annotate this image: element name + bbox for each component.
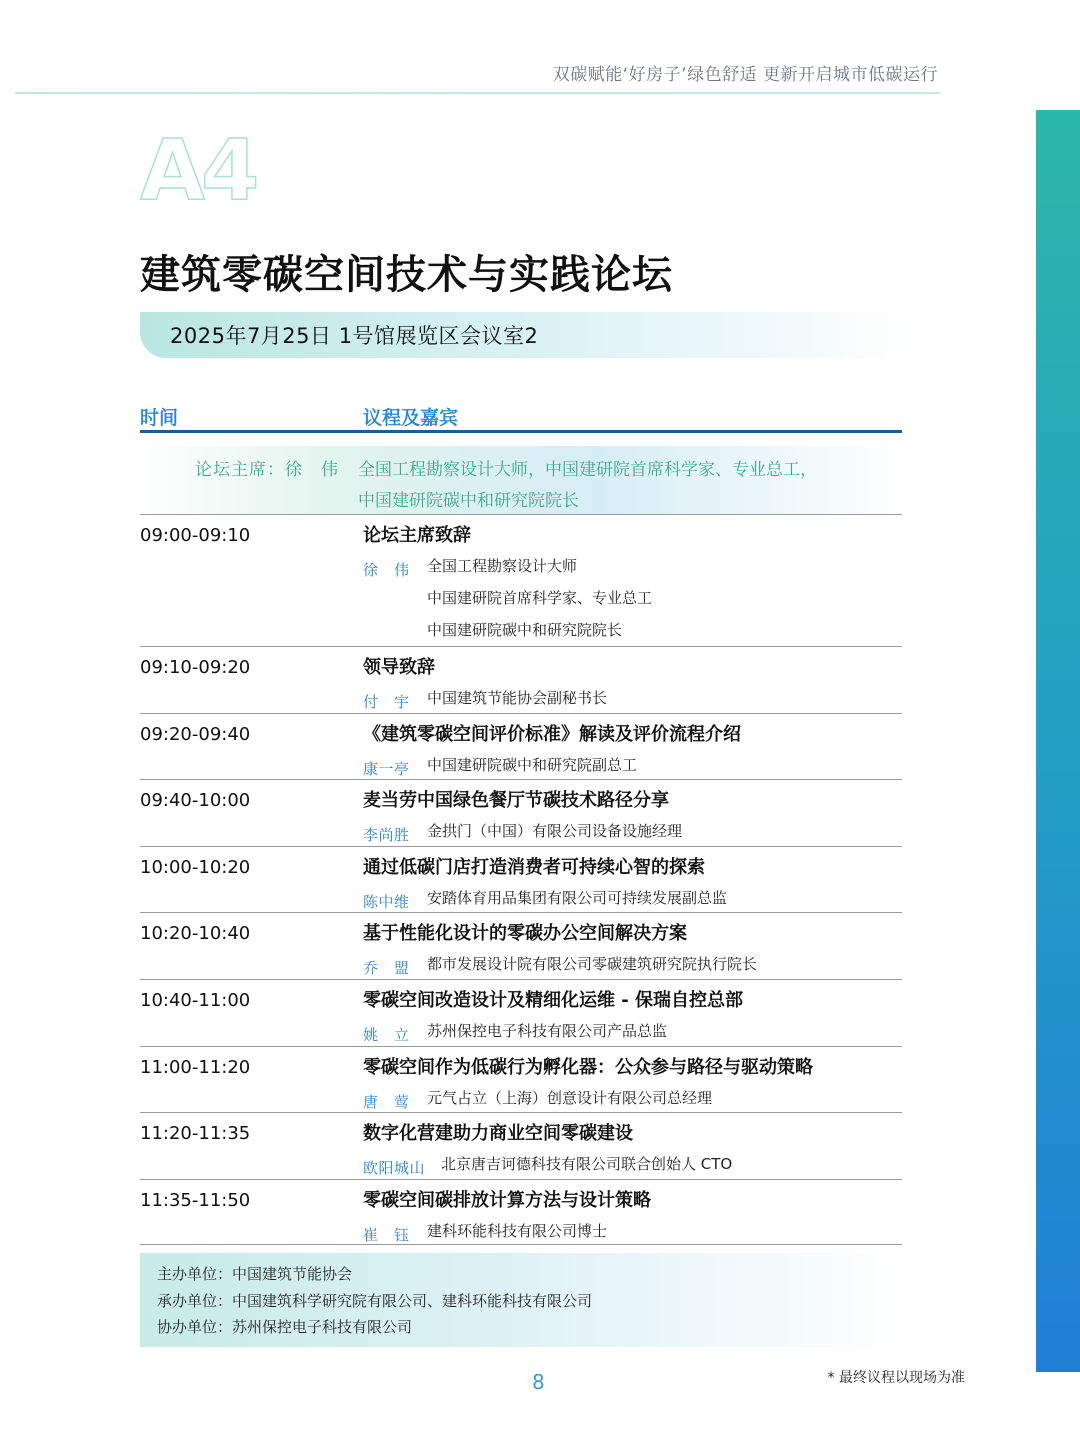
speaker-roles — [427, 1219, 607, 1251]
column-header-agenda: 议程及嘉宾 — [363, 407, 459, 429]
agenda-topic: 领导致辞 — [363, 657, 435, 678]
agenda-content — [363, 913, 902, 984]
agenda-time: 09:40-10:00 — [140, 790, 251, 812]
agenda-topic: 零碳空间碳排放计算方法与设计策略 — [363, 1189, 651, 1211]
speaker-role: 金拱门（中国）有限公司设备设施经理 — [427, 822, 683, 841]
organizer: 承办单位：中国建筑科学研究院有限公司、建科环能科技有限公司 — [157, 1292, 593, 1310]
speaker — [363, 554, 902, 650]
agenda-time: 09:00-09:10 — [140, 525, 251, 546]
speaker-name: 陈中维 — [363, 892, 410, 911]
agenda-time: 11:20-11:35 — [140, 1123, 251, 1145]
speaker-role: 建科环能科技有限公司博士 — [427, 1221, 608, 1240]
agenda-time: 10:00-10:20 — [140, 856, 251, 878]
agenda-content — [363, 647, 902, 718]
host-organizer: 主办单位：中国建筑节能协会 — [157, 1265, 353, 1283]
speaker-role: 都市发展设计院有限公司零碳建筑研究院执行院长 — [427, 955, 758, 974]
speaker-role: 中国建筑节能协会副秘书长 — [427, 689, 608, 707]
header-divider — [15, 92, 940, 94]
agenda-topic: 通过低碳门店打造消费者可持续心智的探索 — [363, 856, 705, 878]
agenda-row — [140, 1179, 902, 1246]
agenda-topic: 《建筑零碳空间评价标准》解读及评价流程介绍 — [363, 723, 741, 745]
speaker — [363, 1219, 902, 1251]
side-color-bar — [1036, 110, 1080, 1372]
forum-title: 建筑零碳空间技术与实践论坛 — [140, 252, 673, 298]
speaker-name: 姚 立 — [363, 1025, 410, 1044]
agenda-time: 10:40-11:00 — [140, 989, 251, 1011]
speaker-role: 北京唐吉诃德科技有限公司联合创始人 CTO — [441, 1155, 733, 1174]
speaker-name: 唐 莺 — [363, 1092, 410, 1111]
speaker-role: 中国建研院首席科学家、专业总工 — [427, 589, 653, 607]
session-code: A4 — [140, 121, 256, 219]
speaker-name: 乔 盟 — [363, 959, 410, 978]
speaker-name: 付 宇 — [363, 693, 410, 711]
speaker-role: 中国建研院碳中和研究院副总工 — [427, 755, 638, 774]
agenda-row — [140, 514, 902, 646]
speaker-role: 苏州保控电子科技有限公司产品总监 — [427, 1021, 668, 1040]
speaker-name: 康一亭 — [363, 759, 410, 778]
chair-description-line-1: 全国工程勘察设计大师，中国建研院首席科学家、专业总工， — [358, 460, 817, 480]
agenda-content — [363, 1047, 902, 1118]
agenda-table — [140, 514, 902, 1245]
agenda-topic: 数字化营建助力商业空间零碳建设 — [363, 1123, 633, 1145]
agenda-content — [363, 714, 902, 785]
agenda-time: 09:10-09:20 — [140, 657, 251, 678]
agenda-row — [140, 846, 902, 913]
agenda-content — [363, 1113, 902, 1184]
agenda-topic: 零碳空间作为低碳行为孵化器：公众参与路径与驱动策略 — [363, 1056, 813, 1078]
speaker-roles — [427, 554, 652, 650]
agenda-topic: 麦当劳中国绿色餐厅节碳技术路径分享 — [363, 790, 669, 812]
agenda-time: 10:20-10:40 — [140, 923, 251, 945]
speaker-name: 徐 伟 — [363, 561, 410, 579]
agenda-time: 09:20-09:40 — [140, 723, 251, 745]
agenda-time: 11:00-11:20 — [140, 1056, 251, 1078]
agenda-content — [363, 515, 902, 650]
date-venue: 2025年7月25日 1号馆展览区会议室2 — [170, 324, 539, 348]
speaker-role: 全国工程勘察设计大师 — [427, 557, 578, 575]
page-number: 8 — [532, 1370, 545, 1394]
agenda-row — [140, 1046, 902, 1113]
agenda-topic: 零碳空间改造设计及精细化运维 - 保瑞自控总部 — [363, 989, 744, 1011]
agenda-content — [363, 780, 902, 851]
chair-description-line-2: 中国建研院碳中和研究院院长 — [358, 491, 579, 511]
agenda-row — [140, 1112, 902, 1179]
agenda-row — [140, 713, 902, 780]
header-rule — [140, 430, 902, 433]
co-organizer: 协办单位：苏州保控电子科技有限公司 — [157, 1318, 413, 1336]
speaker-name: 李尚胜 — [363, 826, 410, 845]
footnote: * 最终议程以现场为准 — [827, 1370, 965, 1386]
speaker-role: 中国建研院碳中和研究院院长 — [427, 621, 623, 639]
speaker-name: 崔 钰 — [363, 1225, 410, 1244]
agenda-content — [363, 980, 902, 1051]
agenda-topic: 论坛主席致辞 — [363, 525, 471, 546]
speaker-role: 安踏体育用品集团有限公司可持续发展副总监 — [427, 888, 728, 907]
agenda-content — [363, 847, 902, 918]
speaker-name: 欧阳城山 — [363, 1159, 426, 1178]
agenda-content — [363, 1180, 902, 1251]
agenda-row — [140, 979, 902, 1046]
agenda-time: 11:35-11:50 — [140, 1189, 251, 1211]
agenda-topic: 基于性能化设计的零碳办公空间解决方案 — [363, 923, 687, 945]
agenda-row — [140, 779, 902, 846]
header-slogan: 双碳赋能‘好房子’绿色舒适 更新开启城市低碳运行 — [552, 65, 938, 85]
agenda-row — [140, 646, 902, 713]
speaker-role: 元气占立（上海）创意设计有限公司总经理 — [427, 1088, 713, 1107]
chair-label: 论坛主席：徐 伟 — [195, 460, 339, 480]
column-header-time: 时间 — [140, 407, 179, 429]
agenda-row — [140, 912, 902, 979]
